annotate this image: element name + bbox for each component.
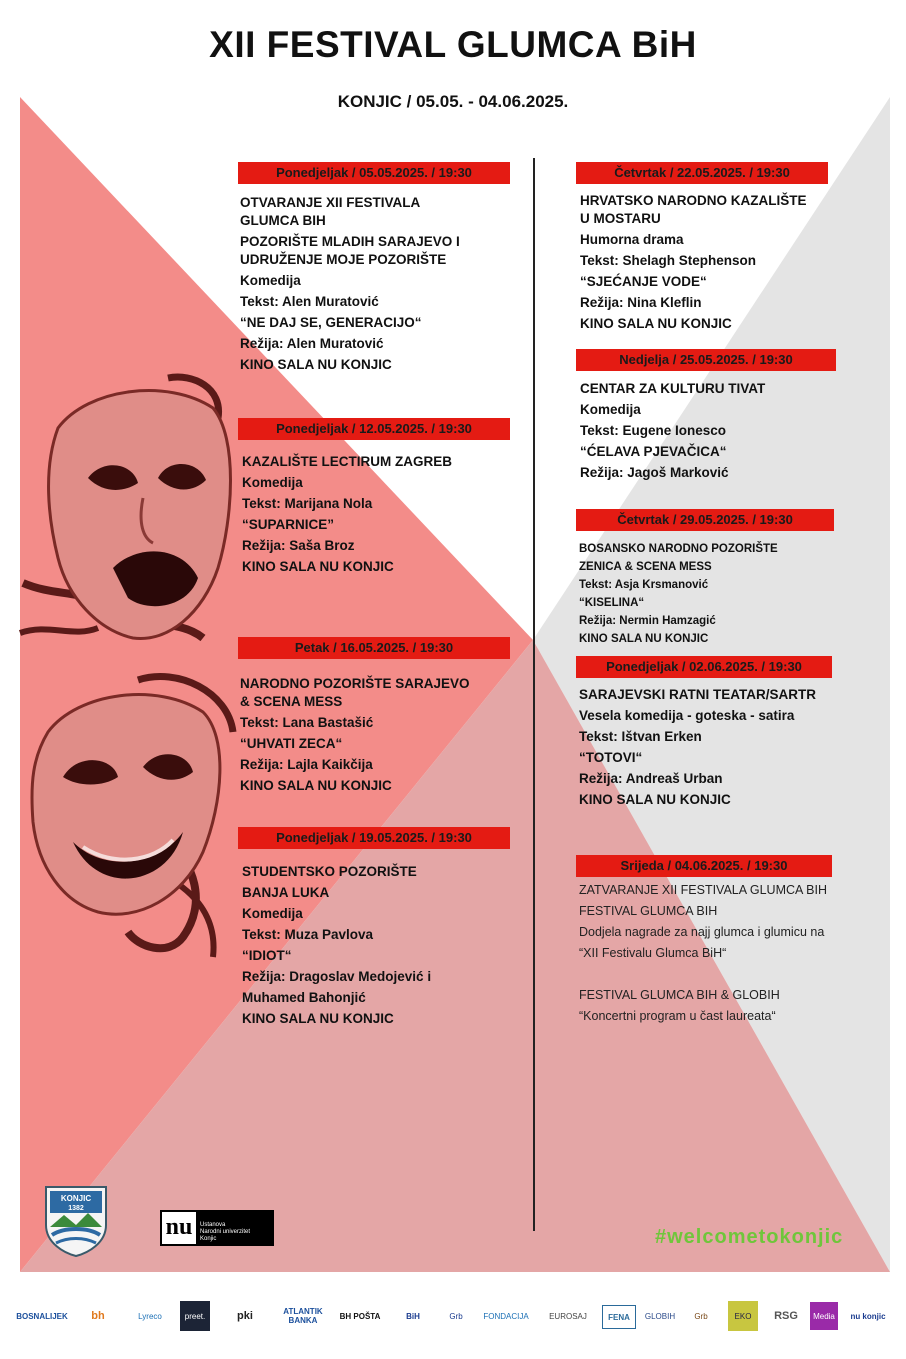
sponsor-logo: nu konjic bbox=[850, 1311, 886, 1321]
event-details bbox=[579, 540, 879, 648]
sponsor-logo: preet. bbox=[180, 1301, 210, 1331]
sponsor-logo: Media bbox=[810, 1302, 838, 1330]
narodni-univerzitet-logo bbox=[160, 1210, 274, 1246]
event-details bbox=[580, 380, 880, 482]
event-line: HRVATSKO NARODNO KAZALIŠTE bbox=[580, 193, 807, 208]
event-line: Komedija bbox=[580, 402, 641, 417]
column-divider bbox=[533, 158, 535, 1231]
nu-line: Narodni univerzitet bbox=[200, 1229, 251, 1235]
event-details bbox=[240, 675, 530, 795]
sponsor-logo: Grb bbox=[449, 1311, 463, 1321]
sponsor-logos bbox=[0, 1296, 906, 1340]
event-line: Tekst: Alen Muratović bbox=[240, 294, 379, 309]
konjic-crest-logo bbox=[44, 1185, 108, 1257]
event-line: ZATVARANJE XII FESTIVALA GLUMCA BIH bbox=[579, 883, 827, 897]
event-date-badge: Ponedjeljak / 05.05.2025. / 19:30 bbox=[238, 162, 510, 184]
event-line: KINO SALA NU KONJIC bbox=[240, 357, 392, 372]
event-line: Komedija bbox=[242, 906, 303, 921]
event-details bbox=[240, 194, 530, 374]
event-line: “NE DAJ SE, GENERACIJO“ bbox=[240, 315, 422, 330]
event-line: KINO SALA NU KONJIC bbox=[579, 633, 709, 645]
event-line: SARAJEVSKI RATNI TEATAR/SARTR bbox=[579, 687, 817, 702]
sponsor-logo: ATLANTIK BANKA bbox=[283, 1307, 323, 1325]
event-date-badge: Četvrtak / 29.05.2025. / 19:30 bbox=[576, 509, 834, 531]
crest-year: 1382 bbox=[68, 1205, 84, 1212]
event-date-badge: Ponedjeljak / 02.06.2025. / 19:30 bbox=[576, 656, 832, 678]
sponsor-logo: GLOBIH bbox=[644, 1311, 676, 1321]
event-line: “Koncertni program u čast laureata“ bbox=[579, 1009, 776, 1023]
event-line: U MOSTARU bbox=[580, 211, 661, 226]
event-line: BOSANSKO NARODNO POZORIŠTE bbox=[579, 543, 778, 555]
event-line: “UHVATI ZECA“ bbox=[240, 736, 343, 751]
sponsor-logo: RSG bbox=[774, 1310, 798, 1322]
nu-letters: nu bbox=[162, 1212, 196, 1244]
event-line: Tekst: Ištvan Erken bbox=[579, 729, 702, 744]
event-line: Komedija bbox=[242, 475, 303, 490]
event-line: Vesela komedija - goteska - satira bbox=[579, 708, 795, 723]
page-subtitle: KONJIC / 05.05. - 04.06.2025. bbox=[337, 92, 569, 111]
event-line: NARODNO POZORIŠTE SARAJEVO bbox=[240, 676, 470, 691]
event-line: “IDIOT“ bbox=[242, 948, 292, 963]
event-line: BANJA LUKA bbox=[242, 885, 330, 900]
event-line: Režija: Alen Muratović bbox=[240, 336, 384, 351]
event-date-badge: Nedjelja / 25.05.2025. / 19:30 bbox=[576, 349, 836, 371]
event-line: Tekst: Marijana Nola bbox=[242, 496, 373, 511]
event-line: & SCENA MESS bbox=[240, 694, 343, 709]
event-line: Tekst: Shelagh Stephenson bbox=[580, 253, 757, 268]
nu-line: Ustanova bbox=[200, 1222, 226, 1228]
hashtag: #welcometokonjic bbox=[655, 1226, 844, 1248]
sponsor-logo: EUROSAJ bbox=[549, 1311, 587, 1321]
sponsor-logo: FENA bbox=[602, 1305, 636, 1329]
event-date-badge: Ponedjeljak / 19.05.2025. / 19:30 bbox=[238, 827, 510, 849]
sponsor-logo: FONDACIJA bbox=[483, 1311, 529, 1321]
sponsor-logo: Grb bbox=[694, 1311, 708, 1321]
event-line: “XII Festivalu Glumca BiH“ bbox=[579, 946, 727, 960]
sponsor-logo: BiH bbox=[406, 1311, 420, 1321]
event-line: KINO SALA NU KONJIC bbox=[240, 778, 392, 793]
event-details bbox=[580, 192, 880, 333]
sponsor-logo: Lyreco bbox=[138, 1311, 162, 1321]
event-line: Režija: Saša Broz bbox=[242, 538, 355, 553]
event-details bbox=[579, 880, 879, 1027]
event-line: “KISELINA“ bbox=[579, 597, 645, 609]
event-line: KAZALIŠTE LECTIRUM ZAGREB bbox=[242, 454, 452, 469]
tragedy-mask-icon bbox=[18, 368, 238, 658]
comedy-mask-icon bbox=[18, 672, 238, 962]
event-line: Tekst: Eugene Ionesco bbox=[580, 423, 727, 438]
event-line: “TOTOVI“ bbox=[579, 750, 643, 765]
event-line: Humorna drama bbox=[580, 232, 684, 247]
event-line: FESTIVAL GLUMCA BIH & GLOBIH bbox=[579, 988, 780, 1002]
event-line: GLUMCA BIH bbox=[240, 213, 326, 228]
event-date-badge: Ponedjeljak / 12.05.2025. / 19:30 bbox=[238, 418, 510, 440]
event-date-badge: Petak / 16.05.2025. / 19:30 bbox=[238, 637, 510, 659]
event-details bbox=[242, 863, 532, 1028]
event-line: Režija: Andreaš Urban bbox=[579, 771, 723, 786]
event-line: STUDENTSKO POZORIŠTE bbox=[242, 864, 417, 879]
event-line: ZENICA & SCENA MESS bbox=[579, 561, 712, 573]
event-line: Režija: Jagoš Marković bbox=[580, 465, 729, 480]
event-line: Tekst: Lana Bastašić bbox=[240, 715, 374, 730]
event-line: “SJEĆANJE VODE“ bbox=[580, 274, 707, 289]
page-title: XII FESTIVAL GLUMCA BiH bbox=[209, 24, 697, 65]
sponsor-logo: BH POŠTA bbox=[339, 1311, 381, 1321]
event-line: FESTIVAL GLUMCA BIH bbox=[579, 904, 718, 918]
event-line: Režija: Lajla Kaikčija bbox=[240, 757, 373, 772]
sponsor-logo: bh bbox=[91, 1310, 105, 1322]
nu-line: Konjic bbox=[200, 1236, 217, 1242]
crest-name: KONJIC bbox=[60, 1194, 92, 1203]
event-line: CENTAR ZA KULTURU TIVAT bbox=[580, 381, 766, 396]
event-date-badge: Srijeda / 04.06.2025. / 19:30 bbox=[576, 855, 832, 877]
sponsor-logo: BOSNALIJEK bbox=[16, 1311, 68, 1321]
event-line: KINO SALA NU KONJIC bbox=[242, 1011, 394, 1026]
event-line: POZORIŠTE MLADIH SARAJEVO I bbox=[240, 234, 460, 249]
event-date-badge: Četvrtak / 22.05.2025. / 19:30 bbox=[576, 162, 828, 184]
event-line: KINO SALA NU KONJIC bbox=[580, 316, 732, 331]
event-line: Režija: Nermin Hamzagić bbox=[579, 615, 716, 627]
event-line: Režija: Dragoslav Medojević i bbox=[242, 969, 432, 984]
event-line: OTVARANJE XII FESTIVALA bbox=[240, 195, 421, 210]
event-line: Režija: Nina Kleflin bbox=[580, 295, 702, 310]
sponsor-logo: EKO bbox=[728, 1301, 758, 1331]
event-line: Dodjela nagrade za najj glumca i glumicu na bbox=[579, 925, 825, 939]
event-details bbox=[579, 686, 879, 809]
event-line: KINO SALA NU KONJIC bbox=[242, 559, 394, 574]
event-line: Komedija bbox=[240, 273, 301, 288]
event-line: UDRUŽENJE MOJE POZORIŠTE bbox=[240, 252, 447, 267]
event-line: Muhamed Bahonjić bbox=[242, 990, 366, 1005]
event-line: “ĆELAVA PJEVAČICA“ bbox=[580, 444, 727, 459]
sponsor-logo: pki bbox=[237, 1310, 253, 1322]
event-line: KINO SALA NU KONJIC bbox=[579, 792, 731, 807]
event-line: Tekst: Muza Pavlova bbox=[242, 927, 374, 942]
event-line: Tekst: Asja Krsmanović bbox=[579, 579, 709, 591]
event-details bbox=[242, 453, 532, 576]
event-line: “SUPARNICE” bbox=[242, 517, 335, 532]
